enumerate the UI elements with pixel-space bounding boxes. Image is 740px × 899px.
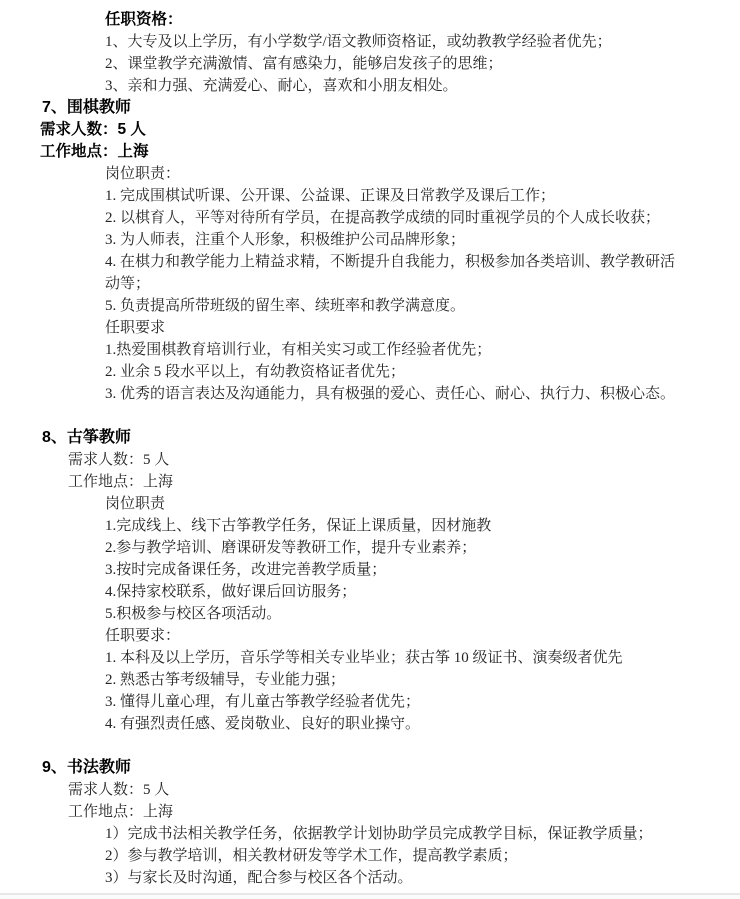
headcount: 需求人数：5 人 — [68, 782, 170, 798]
duty-item: 1.完成线上、线下古筝教学任务，保证上课质量，因材施教 — [105, 518, 492, 534]
requirement-item: 3. 懂得儿童心理，有儿童古筝教学经验者优先； — [105, 694, 421, 710]
location: 工作地点：上海 — [68, 474, 174, 490]
requirement-item: 2. 业余 5 段水平以上，有幼教资格证者优先； — [105, 364, 406, 380]
page-below-edge-area — [0, 895, 740, 899]
qualification-item: 2、课堂教学充满激情、富有感染力，能够启发孩子的思维； — [105, 56, 503, 72]
headcount: 需求人数：5 人 — [68, 452, 170, 468]
duties-label: 岗位职责 — [105, 496, 166, 512]
section-title-go-teacher: 7、围棋教师 — [42, 99, 131, 116]
duty-item: 5. 负责提高所带班级的留生率、续班率和教学满意度。 — [105, 298, 466, 314]
requirement-item: 1.热爱围棋教育培训行业，有相关实习或工作经验者优先； — [105, 342, 492, 358]
duty-item: 3.按时完成备课任务，改进完善教学质量； — [105, 562, 387, 578]
location: 工作地点：上海 — [40, 143, 149, 160]
requirements-label: 任职要求： — [105, 628, 181, 644]
qualification-item: 1、大专及以上学历，有小学数学/语文教师资格证，或幼教教学经验者优先； — [105, 34, 612, 50]
duty-item: 2）参与教学培训，相关教材研发等学术工作，提高教学素质； — [105, 848, 518, 864]
section-spacer — [0, 735, 740, 757]
requirement-item: 1. 本科及以上学历，音乐学等相关专业毕业；获古筝 10 级证书、演奏级者优先 — [105, 650, 623, 666]
duty-item: 4. 在棋力和教学能力上精益求精，不断提升自我能力，积极参加各类培训、教学教研活 — [105, 254, 676, 270]
duty-item: 4.保持家校联系，做好课后回访服务； — [105, 584, 357, 600]
duty-item: 2.参与教学培训、磨课研发等教研工作，提升专业素养； — [105, 540, 477, 556]
duty-item: 5.积极参与校区各项活动。 — [105, 606, 282, 622]
qualifications-label: 任职资格： — [105, 11, 183, 28]
duty-item: 2. 以棋育人，平等对待所有学员，在提高教学成绩的同时重视学员的个人成长收获； — [105, 210, 661, 226]
duty-item: 1. 完成围棋试听课、公开课、公益课、正课及日常教学及课后工作； — [105, 188, 556, 204]
duty-item: 1）完成书法相关教学任务，依据教学计划协助学员完成教学目标，保证教学质量； — [105, 826, 653, 842]
duty-item: 3）与家长及时沟通，配合参与校区各个活动。 — [105, 870, 413, 886]
duty-item: 3. 为人师表，注重个人形象，积极维护公司品牌形象； — [105, 232, 466, 248]
section-spacer — [0, 405, 740, 427]
requirement-item: 4. 有强烈责任感、爱岗敬业、良好的职业操守。 — [105, 716, 421, 732]
duties-label: 岗位职责： — [105, 166, 181, 182]
headcount: 需求人数：5 人 — [40, 121, 146, 138]
section-title-calligraphy-teacher: 9、书法教师 — [42, 759, 131, 776]
duty-item-continuation: 动等； — [105, 276, 151, 292]
qualification-item: 3、亲和力强、充满爱心、耐心，喜欢和小朋友相处。 — [105, 78, 458, 94]
location: 工作地点：上海 — [68, 804, 174, 820]
requirements-label: 任职要求 — [105, 320, 166, 336]
requirement-item: 2. 熟悉古筝考级辅导，专业能力强； — [105, 672, 346, 688]
requirement-item: 3. 优秀的语言表达及沟通能力，具有极强的爱心、责任心、耐心、执行力、积极心态。 — [105, 386, 676, 402]
section-title-guzheng-teacher: 8、古筝教师 — [42, 429, 131, 446]
